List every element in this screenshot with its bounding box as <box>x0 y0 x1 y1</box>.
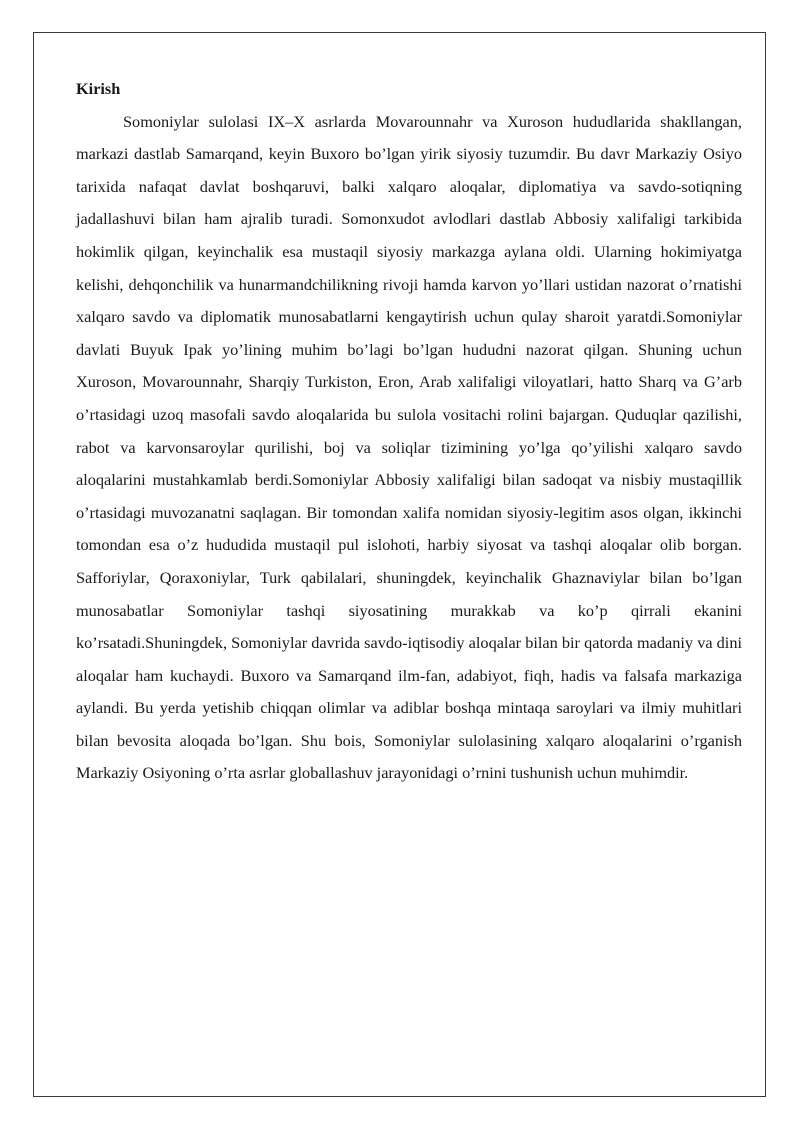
section-heading: Kirish <box>76 79 121 98</box>
document-body <box>76 73 742 790</box>
body-paragraph: Somoniylar sulolasi IX–X asrlarda Movarounnahr va Xuroson hududlarida shakllangan, markazi dastlab Samarqand, keyin Buxoro bo’lgan yirik siyosiy tuzumdir. Bu davr Markaziy Osiyo tarixida nafaqat davlat boshqaruvi, balki xalqaro aloqalar, diplomatiya va savdo-sotiqning jadallashuvi bilan ham ajralib turadi. Somonxudot avlodlari dastlab Abbosiy xalifaligi tarkibida hokimlik qilgan, keyinchalik esa mustaqil siyosiy markazga aylana oldi. Ularning hokimiyatga kelishi, dehqonchilik va hunarmandchilikning rivoji hamda karvon yo’llari ustidan nazorat o’rnatishi xalqaro savdo va diplomatik munosabatlarni kengaytirish uchun qulay sharoit yaratdi.Somoniylar davlati Buyuk Ipak yo’lining muhim bo’lagi bo’lgan hududni nazorat qilgan. Shuning uchun Xuroson, Movarounnahr, Sharqiy Turkiston, Eron, Arab xalifaligi viloyatlari, hatto Sharq va G’arb o’rtasidagi uzoq masofali savdo aloqalarida bu sulola vositachi rolini bajargan. Quduqlar qazilishi, rabot va karvonsaroylar qurilishi, boj va soliqlar tizimining yo’lga qo’yilishi xalqaro savdo aloqalarini mustahkamlab berdi.Somoniylar Abbosiy xalifaligi bilan sadoqat va nisbiy mustaqillik o’rtasidagi muvozanatni saqlagan. Bir tomondan xalifa nomidan siyosiy-legitim asos olgan, ikkinchi tomondan esa o’z hududida mustaqil pul islohoti, harbiy siyosat va tashqi aloqalar olib borgan. Safforiylar, Qoraxoniylar, Turk qabilalari, shuningdek, keyinchalik Ghaznaviylar bilan bo’lgan munosabatlar Somoniylar tashqi siyosatining murakkab va ko’p qirrali ekanini ko’rsatadi.Shuningdek, Somoniylar davrida savdo-iqtisodiy aloqalar bilan bir qatorda madaniy va dini aloqalar ham kuchaydi. Buxoro va Samarqand ilm-fan, adabiyot, fiqh, hadis va falsafa markaziga aylandi. Bu yerda yetishib chiqqan olimlar va adiblar boshqa mintaqa saroylari va ilmiy muhitlari bilan bevosita aloqada bo’lgan. Shu bois, Somoniylar sulolasining xalqaro aloqalarini o’rganish Markaziy Osiyoning o’rta asrlar globallashuv jarayonidagi o’rnini tushunish uchun muhimdir. <box>76 111 742 783</box>
